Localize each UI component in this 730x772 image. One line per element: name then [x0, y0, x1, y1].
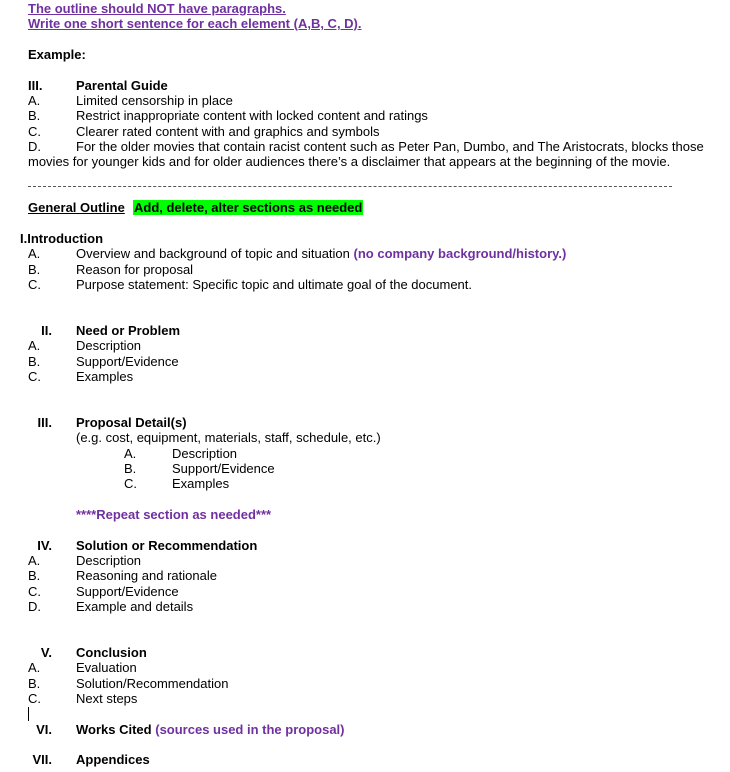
instruction-line-1: The outline should NOT have paragraphs.: [28, 1, 286, 16]
need-item-text: Description: [76, 338, 142, 353]
conclusion-item-text: Evaluation: [76, 660, 137, 675]
proposal-item-text: Examples: [172, 476, 230, 491]
solution-item-text: Example and details: [76, 599, 194, 614]
general-outline-title: General Outline: [28, 200, 125, 215]
example-item-text: For the older movies that contain racist content such as Peter Pan, Dumbo, and The Aristocrats, blocks those: [76, 139, 704, 154]
need-numeral: II.: [41, 323, 52, 338]
appendices-numeral: VII.: [32, 752, 52, 767]
solution-numeral: IV.: [37, 538, 52, 553]
proposal-item-text: Description: [172, 446, 238, 461]
intro-title: I.Introduction: [20, 231, 104, 246]
example-item-text: Limited censorship in place: [76, 93, 233, 108]
works-note: (sources used in the proposal): [155, 722, 345, 737]
conclusion-item-letter: C.: [28, 691, 41, 706]
intro-item-text: [76, 246, 566, 261]
works-line: [76, 722, 345, 737]
example-item-text: Clearer rated content with and graphics and symbols: [76, 124, 380, 139]
example-item-text: Restrict inappropriate content with locked content and ratings: [76, 108, 428, 123]
need-item-text: Support/Evidence: [76, 354, 179, 369]
proposal-title: Proposal Detail(s): [76, 415, 187, 430]
divider: [28, 186, 672, 187]
intro-item-letter: A.: [28, 246, 41, 261]
solution-item-text: Support/Evidence: [76, 584, 179, 599]
proposal-numeral: III.: [37, 415, 52, 430]
intro-item-a-note: (no company background/history.): [353, 246, 567, 261]
example-item-letter: C.: [28, 124, 41, 139]
highlight-text: Add, delete, alter sections as needed: [134, 200, 363, 215]
example-item-letter: D.: [28, 139, 41, 154]
proposal-subtitle: (e.g. cost, equipment, materials, staff, schedule, etc.): [76, 430, 381, 445]
conclusion-item-letter: B.: [28, 676, 41, 691]
proposal-item-letter: B.: [124, 461, 137, 476]
conclusion-item-text: Next steps: [76, 691, 138, 706]
solution-item-letter: D.: [28, 599, 41, 614]
repeat-note: ****Repeat section as needed***: [76, 507, 272, 522]
solution-item-letter: C.: [28, 584, 41, 599]
example-item-continuation: movies for younger kids and for older audiences there’s a disclaimer that appears at the beginning of the movie.: [28, 154, 671, 169]
example-section-numeral: III.: [28, 78, 43, 93]
example-heading: Example:: [28, 47, 86, 62]
solution-item-text: Description: [76, 553, 142, 568]
intro-item-a-text: Overview and background of topic and situation: [76, 246, 350, 261]
proposal-item-letter: C.: [124, 476, 137, 491]
conclusion-title: Conclusion: [76, 645, 147, 660]
example-section-title: Parental Guide: [76, 78, 168, 93]
conclusion-item-letter: A.: [28, 660, 41, 675]
intro-item-text: Reason for proposal: [76, 262, 194, 277]
need-item-text: Examples: [76, 369, 134, 384]
solution-item-text: Reasoning and rationale: [76, 568, 217, 583]
conclusion-numeral: V.: [40, 645, 52, 660]
solution-item-letter: B.: [28, 568, 41, 583]
conclusion-item-text: Solution/Recommendation: [76, 676, 229, 691]
proposal-item-letter: A.: [124, 446, 137, 461]
need-title: Need or Problem: [76, 323, 181, 338]
need-item-letter: C.: [28, 369, 41, 384]
intro-item-letter: C.: [28, 277, 41, 292]
example-item-letter: B.: [28, 108, 41, 123]
works-title: Works Cited: [76, 722, 152, 737]
text-cursor[interactable]: [28, 707, 29, 721]
works-numeral: VI.: [36, 722, 52, 737]
example-item-letter: A.: [28, 93, 41, 108]
solution-title: Solution or Recommendation: [76, 538, 258, 553]
instruction-line-2: Write one short sentence for each element (A,B, C, D).: [28, 16, 362, 31]
need-item-letter: B.: [28, 354, 41, 369]
solution-item-letter: A.: [28, 553, 41, 568]
intro-item-letter: B.: [28, 262, 41, 277]
general-outline-highlight: [133, 200, 363, 215]
appendices-title: Appendices: [76, 752, 150, 767]
proposal-item-text: Support/Evidence: [172, 461, 275, 476]
intro-item-text: Purpose statement: Specific topic and ultimate goal of the document.: [76, 277, 473, 292]
need-item-letter: A.: [28, 338, 41, 353]
